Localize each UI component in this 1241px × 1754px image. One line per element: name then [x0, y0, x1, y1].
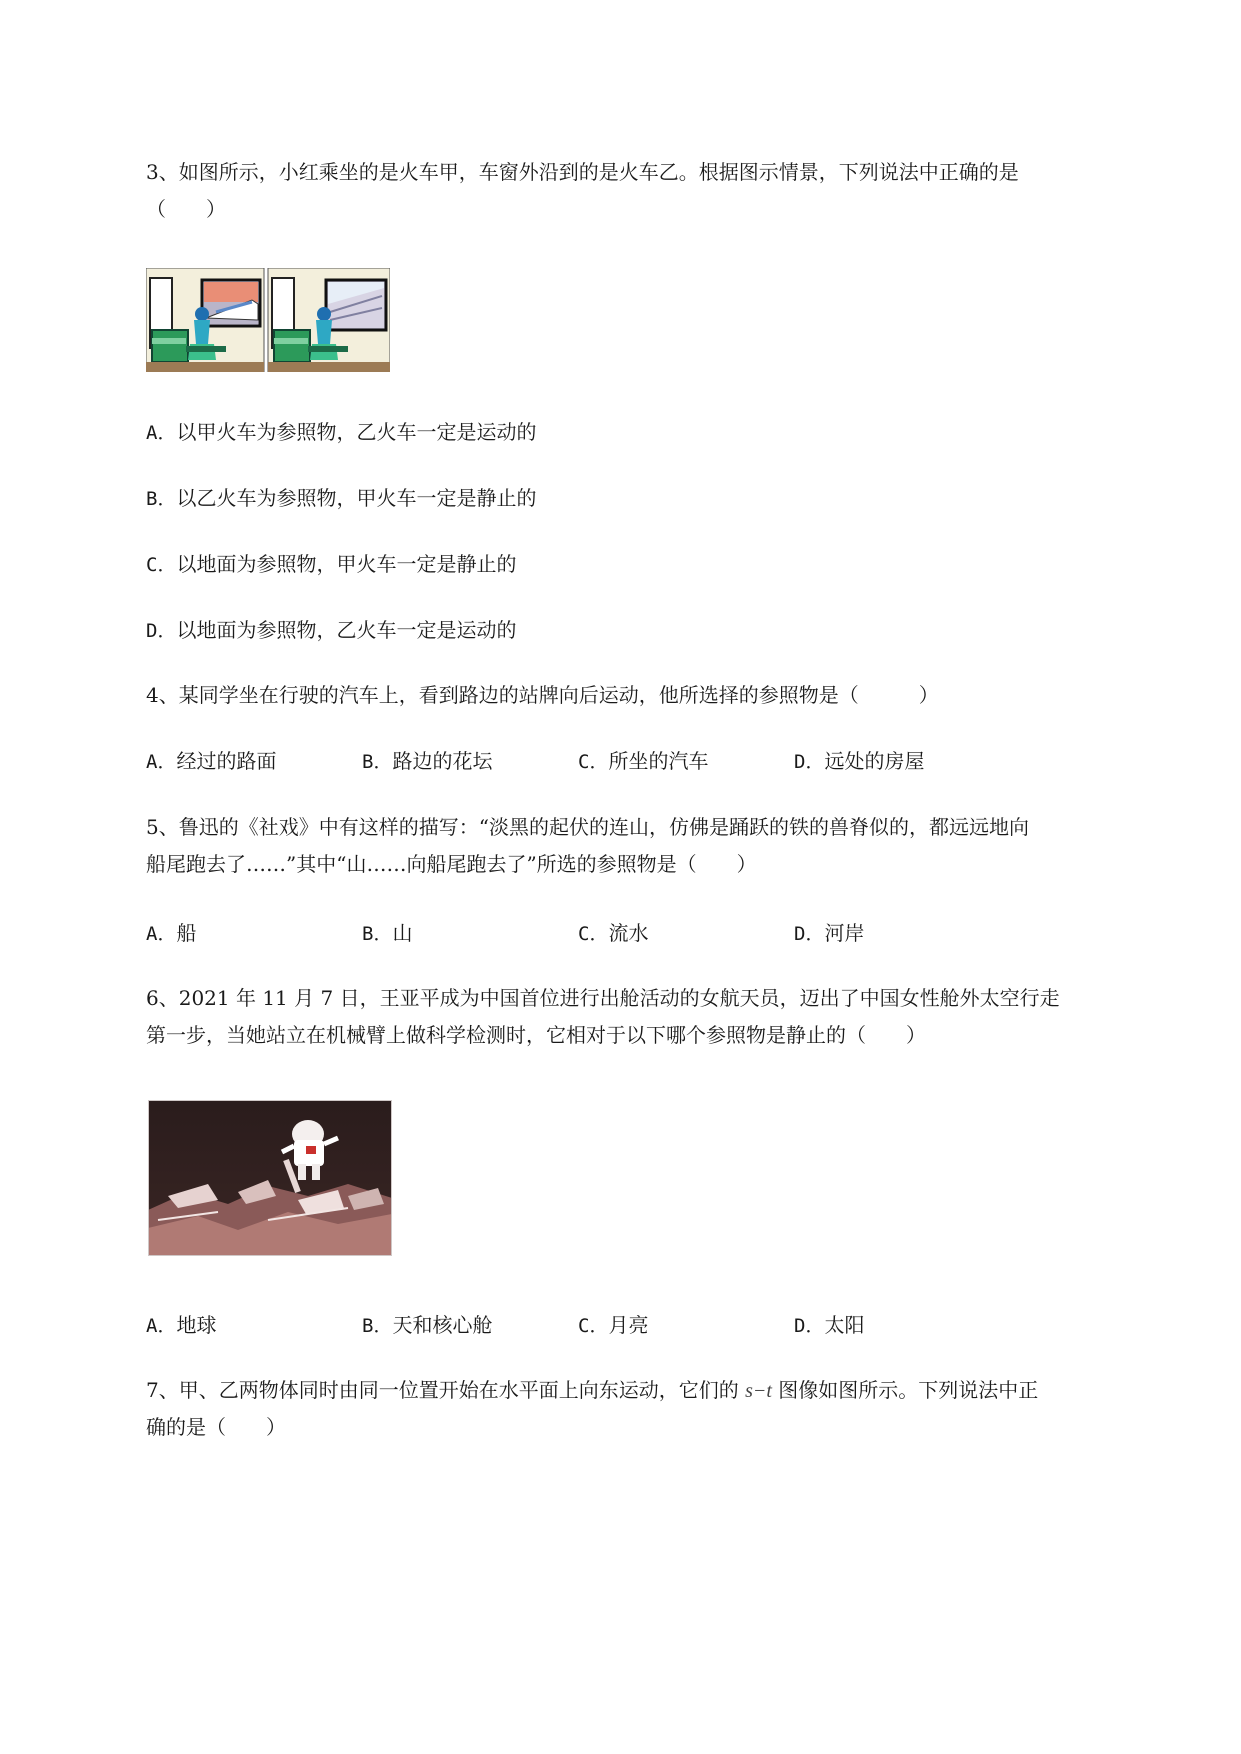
option-key: B． [362, 923, 393, 945]
option-text: 以地面为参照物，甲火车一定是静止的 [176, 552, 517, 576]
q7-stem-line2: 确的是（ ） [146, 1415, 286, 1439]
q3-option-c [146, 552, 516, 577]
option-key: C． [578, 1315, 609, 1337]
option-text: 月亮 [608, 1313, 649, 1337]
q4-stem: 4、某同学坐在行驶的汽车上，看到路边的站牌向后运动，他所选择的参照物是（ ） [146, 683, 939, 707]
q3-option-a [146, 420, 536, 445]
option-text: 路边的花坛 [392, 749, 493, 773]
option-key: D． [794, 1315, 825, 1337]
option-text: 船 [176, 921, 197, 945]
option-text: 所坐的汽车 [608, 749, 709, 773]
astronaut-photo-figure [148, 1100, 392, 1256]
q4-option-d [794, 749, 924, 774]
q5-option-b [362, 921, 412, 946]
option-text: 山 [392, 921, 413, 945]
q7-stem-text-b: 图像如图所示。下列说法中正 [771, 1378, 1039, 1402]
q4-option-b [362, 749, 492, 774]
option-key: A． [146, 751, 177, 773]
q6-stem-line2: 第一步，当她站立在机械臂上做科学检测时，它相对于以下哪个参照物是静止的（ ） [146, 1023, 926, 1047]
q3-stem-line1: 3、如图所示，小红乘坐的是火车甲，车窗外沿到的是火车乙。根据图示情景，下列说法中正确的是 [146, 160, 1019, 184]
q7-stem-line1 [146, 1378, 1038, 1403]
option-text: 以地面为参照物，乙火车一定是运动的 [176, 618, 517, 642]
option-key: C． [146, 554, 177, 576]
q4-option-a [146, 749, 276, 774]
q3-option-d [146, 618, 516, 643]
option-text: 地球 [176, 1313, 217, 1337]
train-window-figure [146, 268, 390, 372]
option-text: 经过的路面 [176, 749, 277, 773]
option-text: 以乙火车为参照物，甲火车一定是静止的 [176, 486, 537, 510]
option-text: 天和核心舱 [392, 1313, 493, 1337]
astronaut-photo-icon [148, 1100, 392, 1256]
option-text: 太阳 [824, 1313, 865, 1337]
q6-option-b [362, 1313, 492, 1338]
q5-option-c [578, 921, 648, 946]
option-key: C． [578, 751, 609, 773]
option-key: C． [578, 923, 609, 945]
train-window-scene-icon [146, 268, 390, 372]
q6-option-c [578, 1313, 648, 1338]
option-text: 远处的房屋 [824, 749, 925, 773]
option-text: 河岸 [824, 921, 865, 945]
option-key: A． [146, 422, 177, 444]
q6-option-d [794, 1313, 864, 1338]
option-key: D． [146, 620, 177, 642]
option-key: D． [794, 923, 825, 945]
q4-option-c [578, 749, 708, 774]
option-text: 流水 [608, 921, 649, 945]
option-text: 以甲火车为参照物，乙火车一定是运动的 [176, 420, 537, 444]
q3-stem-line2: （ ） [146, 197, 226, 221]
option-key: B． [362, 1315, 393, 1337]
q5-option-d [794, 921, 864, 946]
q6-stem-line1: 6、2021 年 11 月 7 日，王亚平成为中国首位进行出舱活动的女航天员，迈出了中国女性舱外太空行走 [146, 986, 1060, 1010]
option-key: D． [794, 751, 825, 773]
q6-option-a [146, 1313, 216, 1338]
q7-variable: s−t [745, 1380, 772, 1402]
q5-stem-line2: 船尾跑去了……”其中“山……向船尾跑去了”所选的参照物是（ ） [146, 852, 757, 876]
option-key: B． [146, 488, 177, 510]
option-key: A． [146, 1315, 177, 1337]
option-key: B． [362, 751, 393, 773]
q5-option-a [146, 921, 196, 946]
q5-stem-line1: 5、鲁迅的《社戏》中有这样的描写：“淡黑的起伏的连山，仿佛是踊跃的铁的兽脊似的，都远远地向 [146, 815, 1029, 839]
option-key: A． [146, 923, 177, 945]
q7-stem-text-a: 7、甲、乙两物体同时由同一位置开始在水平面上向东运动，它们的 [146, 1378, 746, 1402]
q3-option-b [146, 486, 536, 511]
